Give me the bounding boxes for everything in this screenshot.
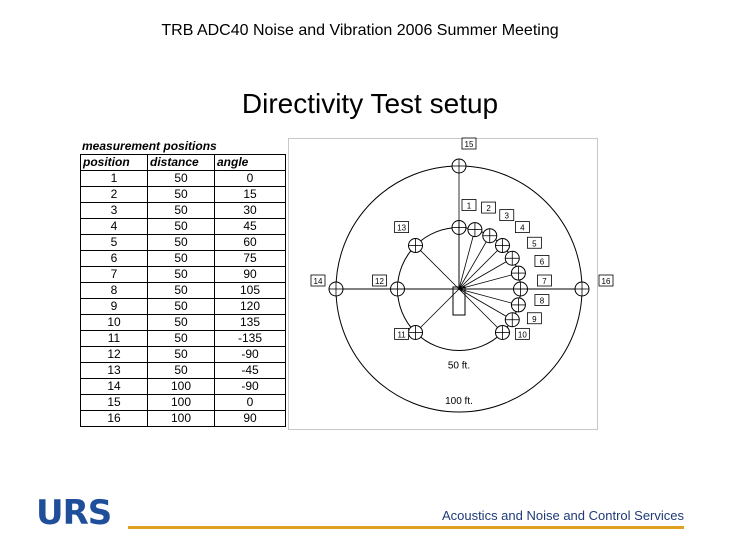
radial-line <box>459 289 518 305</box>
cell-angle: 75 <box>215 251 286 267</box>
cell-position: 13 <box>81 363 148 379</box>
cell-angle: 15 <box>215 187 286 203</box>
table-row <box>81 171 286 187</box>
cell-angle: 0 <box>215 395 286 411</box>
position-label: 7 <box>542 277 547 286</box>
header-title: TRB ADC40 Noise and Vibration 2006 Summer Meeting <box>161 22 559 39</box>
table-row <box>81 363 286 379</box>
slide-title: Directivity Test setup <box>241 88 499 119</box>
cell-distance: 50 <box>148 347 215 363</box>
cell-angle: 45 <box>215 219 286 235</box>
cell-position: 14 <box>81 379 148 395</box>
cell-angle: -90 <box>215 347 286 363</box>
cell-position: 15 <box>81 395 148 411</box>
cell-angle: 0 <box>215 171 286 187</box>
cell-position: 11 <box>81 331 148 347</box>
cell-angle: 120 <box>215 299 286 315</box>
cell-distance: 50 <box>148 187 215 203</box>
cell-angle: -90 <box>215 379 286 395</box>
cell-position: 16 <box>81 411 148 427</box>
position-label: 6 <box>539 257 545 267</box>
cell-angle: -135 <box>215 331 286 347</box>
table-row <box>81 203 286 219</box>
cell-distance: 50 <box>148 331 215 347</box>
cell-angle: 60 <box>215 235 286 251</box>
measurement-positions-table <box>80 154 286 427</box>
cell-distance: 100 <box>148 379 215 395</box>
radial-line <box>416 289 459 332</box>
table-row <box>81 251 286 267</box>
position-label: 8 <box>539 296 545 306</box>
inner-circle-label: 50 ft. <box>447 360 471 372</box>
header-distance: distance <box>148 155 215 171</box>
cell-angle: 30 <box>215 203 286 219</box>
cell-distance: 50 <box>148 203 215 219</box>
cell-distance: 50 <box>148 363 215 379</box>
cell-distance: 50 <box>148 315 215 331</box>
table-row <box>81 315 286 331</box>
cell-distance: 50 <box>148 299 215 315</box>
cell-angle: 90 <box>215 267 286 283</box>
cell-angle: 90 <box>215 411 286 427</box>
cell-position: 7 <box>81 267 148 283</box>
cell-position: 4 <box>81 219 148 235</box>
position-label: 14 <box>313 277 323 286</box>
cell-angle: 135 <box>215 315 286 331</box>
cell-angle: 105 <box>215 283 286 299</box>
table-row <box>81 299 286 315</box>
position-label: 12 <box>375 277 384 286</box>
footer-accent-line <box>128 526 684 529</box>
cell-distance: 50 <box>148 235 215 251</box>
radial-line <box>459 230 475 289</box>
table-body <box>81 171 286 427</box>
cell-position: 8 <box>81 283 148 299</box>
table-row <box>81 379 286 395</box>
position-label: 9 <box>532 314 537 324</box>
cell-position: 10 <box>81 315 148 331</box>
cell-position: 2 <box>81 187 148 203</box>
table-row <box>81 331 286 347</box>
header-position: position <box>81 155 148 171</box>
radial-line <box>416 246 459 289</box>
cell-position: 1 <box>81 171 148 187</box>
table-caption: measurement positions <box>82 139 217 153</box>
cell-distance: 50 <box>148 171 215 187</box>
cell-position: 9 <box>81 299 148 315</box>
cell-distance: 50 <box>148 267 215 283</box>
position-label: 16 <box>601 277 611 286</box>
table-header-row <box>81 155 286 171</box>
table-row <box>81 219 286 235</box>
radial-line <box>459 273 518 289</box>
footer-text: Acoustics and Noise and Control Services <box>441 508 684 523</box>
cell-angle: -45 <box>215 363 286 379</box>
cell-distance: 50 <box>148 251 215 267</box>
position-label: 15 <box>464 140 474 149</box>
table-row <box>81 411 286 427</box>
cell-position: 6 <box>81 251 148 267</box>
table-row <box>81 267 286 283</box>
position-label: 3 <box>504 211 509 221</box>
position-label: 1 <box>466 201 472 211</box>
header-angle: angle <box>215 155 286 171</box>
cell-distance: 100 <box>148 411 215 427</box>
cell-position: 5 <box>81 235 148 251</box>
cell-distance: 50 <box>148 283 215 299</box>
position-label: 13 <box>397 223 407 233</box>
cell-position: 3 <box>81 203 148 219</box>
position-label: 4 <box>520 223 525 233</box>
table-row <box>81 235 286 251</box>
cell-distance: 100 <box>148 395 215 411</box>
table-row <box>81 347 286 363</box>
directivity-diagram <box>288 138 611 430</box>
position-label: 5 <box>532 239 537 249</box>
urs-logo: URS <box>36 493 112 533</box>
table-row <box>81 395 286 411</box>
outer-circle-label: 100 ft. <box>445 396 473 407</box>
measurement-table-panel <box>80 138 286 427</box>
cell-position: 12 <box>81 347 148 363</box>
cell-distance: 50 <box>148 219 215 235</box>
diagram-svg <box>289 139 611 429</box>
position-label: 2 <box>486 204 491 214</box>
position-label: 11 <box>397 330 406 340</box>
position-label: 10 <box>517 330 527 340</box>
table-row <box>81 187 286 203</box>
table-row <box>81 283 286 299</box>
